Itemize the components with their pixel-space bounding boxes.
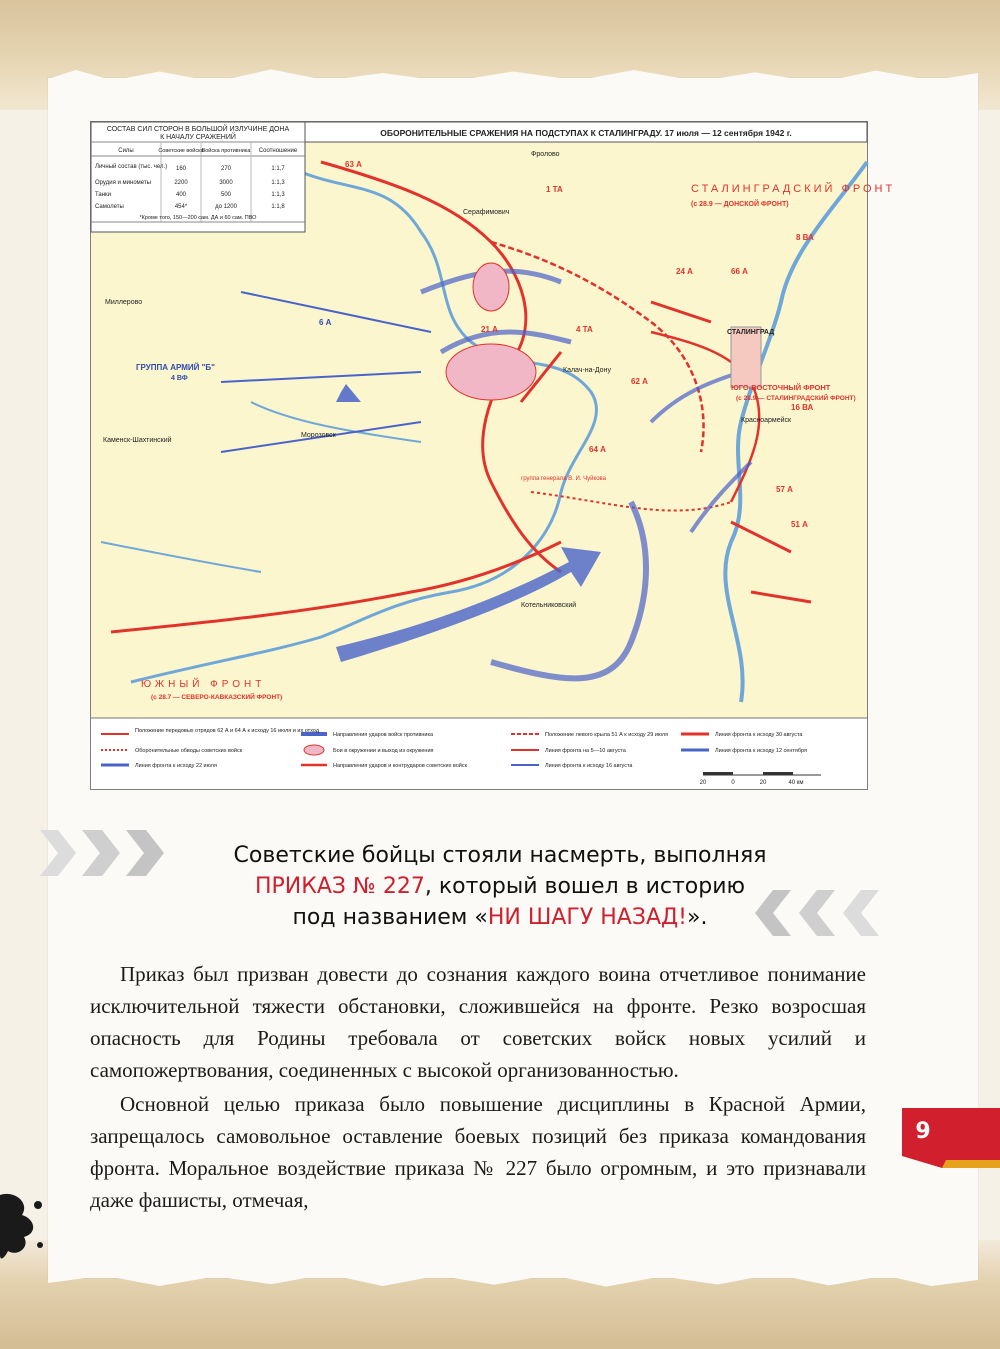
svg-text:Танки: Танки — [95, 192, 112, 198]
svg-text:Направления ударов войск проти: Направления ударов войск противника — [333, 732, 434, 738]
svg-text:СТАЛИНГРАД: СТАЛИНГРАД — [727, 329, 775, 336]
svg-text:Орудия и минометы: Орудия и минометы — [95, 180, 151, 186]
svg-text:Калач-на-Дону: Калач-на-Дону — [563, 367, 611, 374]
svg-text:1:1,8: 1:1,8 — [271, 204, 285, 210]
svg-text:160: 160 — [175, 166, 187, 172]
svg-text:Положение левого крыла 51 А к: Положение левого крыла 51 А к исходу 29 июля — [545, 732, 669, 738]
svg-text:57 А: 57 А — [776, 485, 793, 494]
svg-text:ЮЖНЫЙ ФРОНТ: ЮЖНЫЙ ФРОНТ — [141, 679, 266, 690]
paragraph-1: Приказ был призван довести до сознания каждого воина отчетливое понимание исключительной тяжести обстановки, сложившейся на фронте. Резко возросшая опасность для Родины требовала от советских войск новых усилий и самопожертвования, соединенных с высокой организованностью. — [90, 962, 866, 1082]
quote-line-3: под названием «НИ ШАГУ НАЗАД!». — [292, 905, 708, 930]
svg-text:454*: 454* — [174, 204, 188, 210]
svg-text:Соотношение: Соотношение — [258, 148, 298, 154]
svg-text:Личный состав (тыс. чел.): Личный состав (тыс. чел.) — [95, 164, 168, 170]
svg-text:Линия фронта к исходу 12 сентя: Линия фронта к исходу 12 сентября — [715, 748, 808, 754]
svg-text:Миллерово: Миллерово — [105, 299, 143, 306]
svg-text:40 км: 40 км — [788, 780, 804, 786]
body-text — [90, 958, 866, 1218]
order-227-highlight: ПРИКАЗ № 227 — [254, 874, 425, 899]
svg-text:Войска противника: Войска противника — [201, 148, 251, 154]
not-a-step-back-highlight: НИ ШАГУ НАЗАД! — [487, 905, 687, 930]
svg-text:20: 20 — [699, 780, 707, 786]
svg-text:группа генерала В. И. Чуйкова: группа генерала В. И. Чуйкова — [521, 476, 607, 482]
svg-text:Каменск-Шахтинский: Каменск-Шахтинский — [103, 437, 172, 444]
order-227-quote — [150, 840, 850, 933]
svg-text:до 1200: до 1200 — [215, 204, 237, 210]
legend-item: Положение передовых отрядов 62 А и 64 А к исходу 16 июля и их отход — [135, 728, 320, 734]
svg-text:64 А: 64 А — [589, 445, 606, 454]
svg-text:1:1,3: 1:1,3 — [271, 192, 285, 198]
svg-text:Морозовск: Морозовск — [301, 432, 336, 439]
svg-text:20: 20 — [759, 780, 767, 786]
svg-text:1 ТА: 1 ТА — [546, 185, 563, 194]
svg-text:2200: 2200 — [174, 180, 188, 186]
map-title: ОБОРОНИТЕЛЬНЫЕ СРАЖЕНИЯ НА ПОДСТУПАХ К СТАЛИНГРАДУ. 17 июля — 12 сентября 1942 г. — [380, 128, 792, 138]
svg-text:Красноармейск: Красноармейск — [741, 417, 792, 424]
svg-text:16 ВА: 16 ВА — [791, 403, 814, 412]
battle-map — [90, 121, 896, 790]
forces-table-title: СОСТАВ СИЛ СТОРОН В БОЛЬШОЙ ИЗЛУЧИНЕ ДОНА — [106, 126, 290, 133]
svg-text:Силы: Силы — [118, 148, 134, 154]
svg-text:Фролово: Фролово — [531, 151, 560, 158]
svg-text:Линия фронта к исходу 30 авгус: Линия фронта к исходу 30 августа — [715, 732, 803, 738]
svg-text:К НАЧАЛУ СРАЖЕНИЙ: К НАЧАЛУ СРАЖЕНИЙ — [160, 134, 236, 141]
svg-text:Самолеты: Самолеты — [95, 204, 124, 210]
svg-text:*Кроме того, 150—200 сам. ДА и: *Кроме того, 150—200 сам. ДА и 60 сам. ПВО — [139, 215, 257, 221]
svg-text:400: 400 — [175, 192, 187, 198]
svg-text:Серафимович: Серафимович — [463, 209, 510, 216]
svg-text:Оборонительные обводы советски: Оборонительные обводы советских войск — [135, 748, 243, 754]
stalingrad-city — [731, 327, 761, 387]
ink-blot-decoration — [0, 1185, 50, 1265]
svg-text:6 А: 6 А — [319, 318, 332, 327]
svg-text:Бои в окружении и выход из окр: Бои в окружении и выход из окружения — [333, 748, 434, 754]
svg-text:1:1,3: 1:1,3 — [271, 180, 285, 186]
page-number: 9 — [915, 1119, 931, 1144]
label-stalingrad-front: СТАЛИНГРАДСКИЙ ФРОНТ — [691, 183, 896, 195]
svg-text:ЮГО-ВОСТОЧНЫЙ ФРОНТ: ЮГО-ВОСТОЧНЫЙ ФРОНТ — [731, 383, 831, 392]
svg-text:0: 0 — [731, 780, 735, 786]
svg-text:(с 28.9 — ДОНСКОЙ ФРОНТ): (с 28.9 — ДОНСКОЙ ФРОНТ) — [691, 201, 789, 208]
svg-text:Линия фронта к исходу 16 авгус: Линия фронта к исходу 16 августа — [545, 763, 633, 769]
quote-line-1: Советские бойцы стояли насмерть, выполняя — [233, 843, 767, 868]
svg-text:(с 28.9 — СТАЛИНГРАДСКИЙ ФРОНТ: (с 28.9 — СТАЛИНГРАДСКИЙ ФРОНТ) — [736, 395, 856, 402]
svg-text:270: 270 — [220, 166, 232, 172]
svg-text:66 А: 66 А — [731, 267, 748, 276]
quote-line-2: ПРИКАЗ № 227, который вошел в историю — [254, 874, 746, 899]
svg-text:51 А: 51 А — [791, 520, 808, 529]
svg-text:4 ВФ: 4 ВФ — [171, 375, 188, 382]
svg-text:Направления ударов и контрудар: Направления ударов и контрударов советских войск — [333, 763, 468, 769]
svg-text:4 ТА: 4 ТА — [576, 325, 593, 334]
svg-text:8 ВА: 8 ВА — [796, 233, 814, 242]
svg-text:Советские войска: Советские войска — [158, 148, 204, 154]
svg-text:500: 500 — [220, 192, 232, 198]
svg-text:62 А: 62 А — [631, 377, 648, 386]
svg-text:63 А: 63 А — [345, 160, 362, 169]
svg-text:ГРУППА АРМИЙ "Б": ГРУППА АРМИЙ "Б" — [136, 363, 215, 372]
svg-text:3000: 3000 — [219, 180, 233, 186]
svg-text:1:1,7: 1:1,7 — [271, 166, 285, 172]
svg-text:24 А: 24 А — [676, 267, 693, 276]
encirclement-area — [473, 263, 509, 311]
svg-text:Линия фронта к исходу 22 июля: Линия фронта к исходу 22 июля — [135, 763, 217, 769]
svg-text:Линия фронта на 5—10 августа: Линия фронта на 5—10 августа — [545, 748, 626, 754]
svg-text:21 А: 21 А — [481, 325, 498, 334]
svg-text:Котельниковский: Котельниковский — [521, 602, 577, 609]
paragraph-2: Основной целью приказа было повышение дисциплины в Красной Армии, запрещалось самовольное оставление боевых позиций без приказа командования фронта. Моральное воздействие приказа № 227 было огромным, и это признавали даже фашисты, отмечая, — [90, 1092, 866, 1212]
svg-text:(с 28.7 — СЕВЕРО-КАВКАЗСКИЙ ФР: (с 28.7 — СЕВЕРО-КАВКАЗСКИЙ ФРОНТ) — [151, 694, 283, 701]
